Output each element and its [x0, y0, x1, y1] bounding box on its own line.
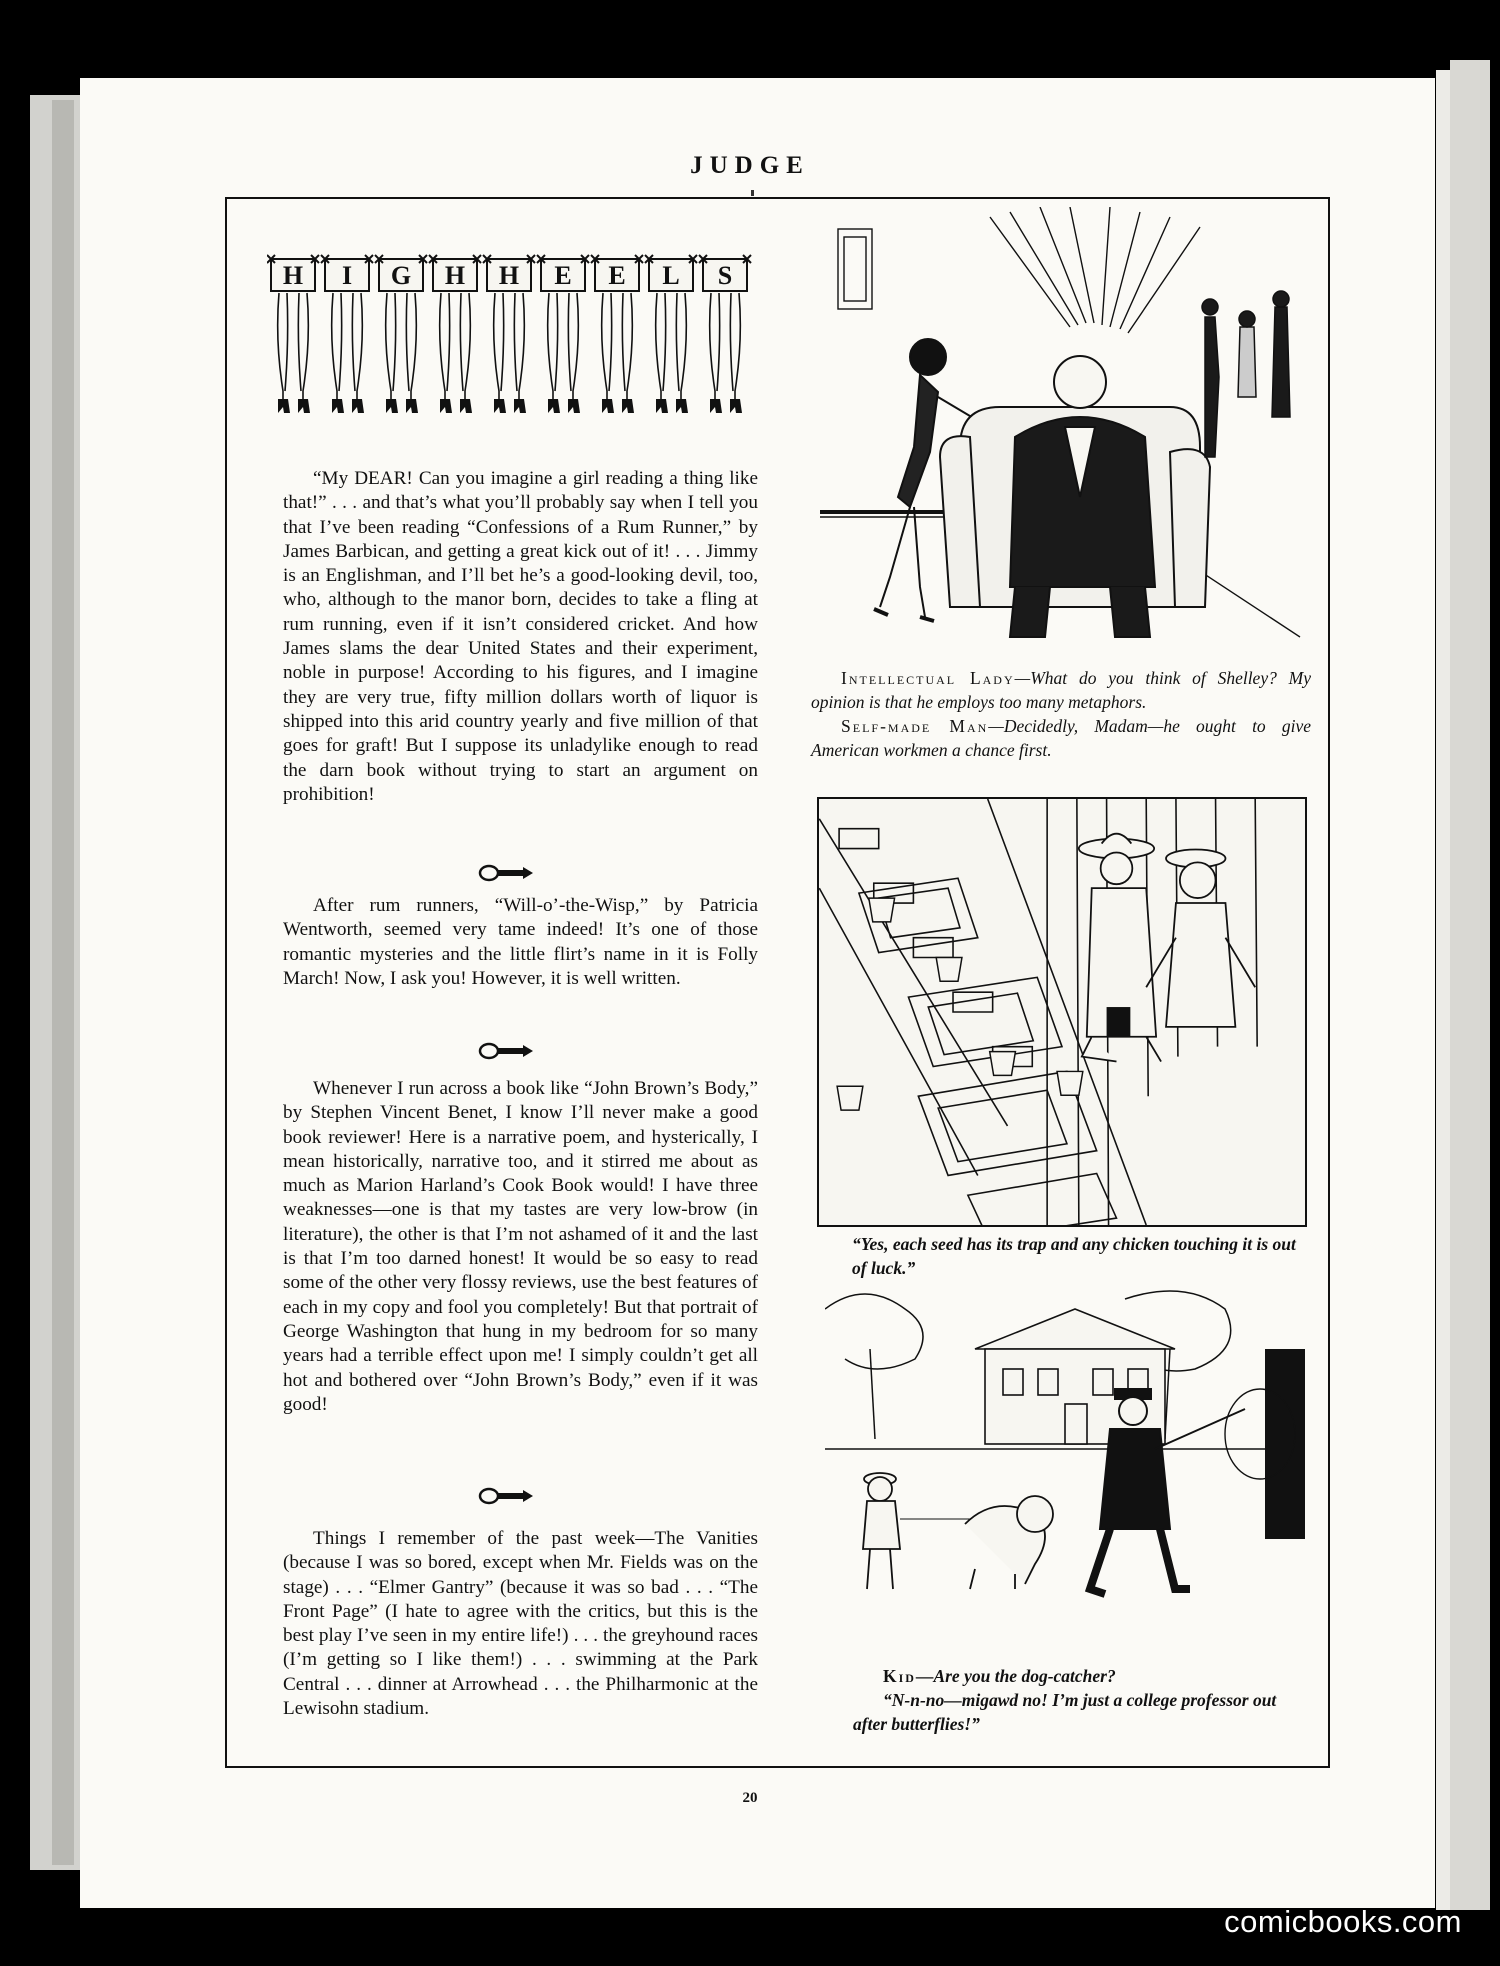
key-ornament-icon [477, 1482, 537, 1508]
column-paragraph-3: Whenever I run across a book like “John Brown’s Body,” by Stephen Vincent Benet, I know I’ll never make a good book reviewer! Here is a narrative poem, and hysterically, I mean historically, narrative too, and it stirred me about as much as Marion Harland’s Cook Book would! I have three weaknesses—one is that my tastes are very low-brow (in literature), the other is that I’m not ashamed of it and the last is that I’m too darned honest! It would be so easy to read some of the other very flossy reviews, use the best features of each in my copy and fool you completely! But that portrait of George Washington that hung in my bedroom for so many years had a terrible effect upon me! I simply couldn’t get all hot and bothered over “John Brown’s Body,” even if it was good! [283, 1078, 758, 1415]
logo-letter-panel [591, 255, 643, 413]
logo-letter: H [282, 261, 304, 290]
cartoon-traps-illustration [817, 797, 1307, 1227]
logo-letter-panel [483, 255, 535, 413]
speaker-1-label: Intellectual Lady [841, 668, 1015, 688]
logo-letter-panel [375, 255, 427, 413]
column-paragraph-1: “My DEAR! Can you imagine a girl reading a thing like that!” . . . and that’s what you’ll probably say when I tell you that I’ve been reading “Confessions of a Rum Runner,” by James Barbican, and getting a great kick out of it! . . . Jimmy is an Englishman, and I’ll bet he’s a good-looking devil, too, who, although to the manor born, decides to take a fling at rum running, even if it isn’t considered cricket. And how James slams the dear United States and their experiment, noble in purpose! According to his figures, and I imagine they are very true, fifty million dollars worth of liquor is shipped into this arid country yearly and five million of that goes for graft! But I suppose its unladylike enough to read the darn book without trying to start an argument on prohibition! [283, 468, 758, 805]
logo-letter: H [498, 261, 520, 290]
logo-letter: L [662, 261, 680, 290]
print-mark [751, 190, 754, 196]
logo-letter-panel [267, 255, 319, 413]
kid-label: Kid [883, 1666, 916, 1686]
page-edge [1436, 70, 1450, 1910]
masthead: JUDGE [690, 152, 810, 179]
logo-letter: I [341, 261, 353, 290]
content-frame [225, 197, 1330, 1768]
logo-letter-panel [699, 255, 751, 413]
logo-letter: E [554, 261, 572, 290]
key-ornament-icon [477, 859, 537, 885]
source-watermark: comicbooks.com [1224, 1904, 1462, 1939]
logo-letter: S [717, 261, 733, 290]
page-edge-stack [1450, 60, 1490, 1910]
page-number: 20 [742, 1790, 758, 1806]
column-paragraph-4: Things I remember of the past week—The Vanities (because I was so bored, except when Mr. Fields was on the stage) . . . “Elmer Gantry” (because it was so bad . . . “The Front Page” (I hate to agree with the critics, but this is the best play I’ve seen in my entire life!) . . . the greyhound races (I’m getting so I like them!) . . . swimming at the Park Central . . . dinner at Arrowhead . . . the Philharmonic at the Lewisohn stadium. [283, 1528, 758, 1720]
cartoon-1-caption: Intellectual Lady—What do you think of Shelley? My opinion is that he employs too many metaphors. Self-made Man—Decidedly, Madam—he ought to give American workmen a chance first. [811, 668, 1311, 760]
cartoon-armchair-illustration [810, 207, 1310, 657]
cartoon-butterfly-net-illustration [825, 1289, 1305, 1659]
cartoon-2-caption: “Yes, each seed has its trap and any chicken touching it is out of luck.” [852, 1234, 1296, 1278]
column-paragraph-2: After rum runners, “Will-o’-the-Wisp,” by Patricia Wentworth, seemed very tame indeed! It’s one of those romantic mysteries and the little flirt’s name in it is Folly March! Now, I ask you! However, it is well written. [283, 895, 758, 989]
logo-letter-panel [321, 255, 373, 413]
logo-letter: E [608, 261, 626, 290]
logo-letter: G [390, 261, 412, 290]
cartoon-3-caption: Kid—Are you the dog-catcher? “N-n-no—migawd no! I’m just a college professor out after butterflies!” [853, 1664, 1313, 1736]
kid-line: Are you the dog-catcher? [933, 1666, 1116, 1686]
logo-letter: H [444, 261, 466, 290]
speaker-2-label: Self-made Man [841, 716, 989, 736]
key-ornament-icon [477, 1037, 537, 1063]
logo-letter-panel [429, 255, 481, 413]
logo-letter-panel [645, 255, 697, 413]
logo-letter-panel [537, 255, 589, 413]
high-heels-logo [267, 251, 772, 421]
speaker-2-line: Decidedly, Madam—he ought to give American workmen a chance first. [811, 716, 1311, 760]
speaker-1-line: What do you think of Shelley? My opinion is that he employs too many metaphors. [811, 668, 1311, 712]
professor-line: “N-n-no—migawd no! I’m just a college professor out after butterflies!” [853, 1690, 1277, 1734]
binding-shadow-inner [52, 100, 74, 1865]
